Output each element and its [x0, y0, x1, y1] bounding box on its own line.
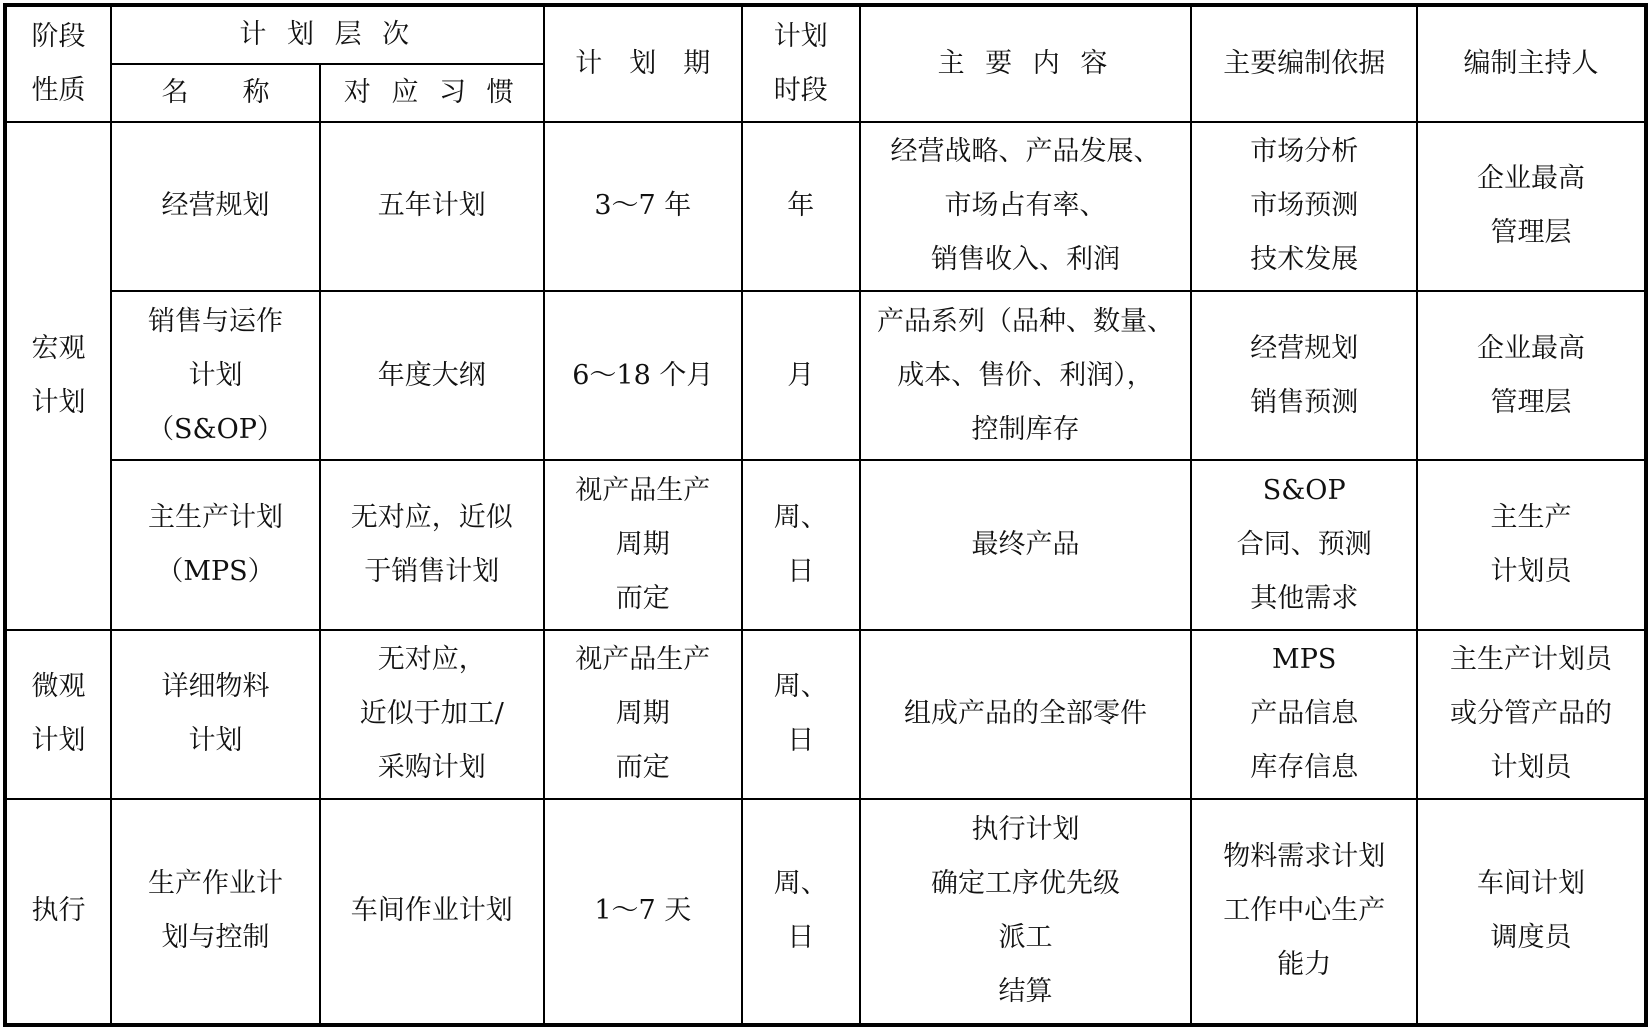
content-line: 结算 — [998, 976, 1053, 1008]
host-line: 主生产 — [1490, 501, 1572, 533]
stage-cell — [5, 799, 111, 1025]
content-line: 组成产品的全部零件 — [903, 698, 1147, 730]
host-line: 管理层 — [1490, 217, 1572, 249]
name-line: （S&OP） — [147, 413, 284, 445]
habit-line: 采购计划 — [377, 752, 486, 784]
period-line: 6～18 个月 — [572, 359, 714, 391]
name-cell — [111, 460, 320, 629]
period-line: 视产品生产 — [575, 644, 711, 676]
stage-cell — [5, 630, 111, 799]
content-line: 销售收入、利润 — [930, 244, 1120, 276]
basis-cell — [1191, 799, 1417, 1025]
period-line: 周期 — [615, 698, 670, 730]
host-line: 主生产计划员 — [1450, 644, 1613, 676]
stage-line: 计划 — [31, 386, 86, 418]
habit-cell — [320, 122, 544, 291]
table-row — [5, 291, 1646, 460]
stage-line: 执行 — [31, 895, 86, 927]
unit-cell — [742, 291, 860, 460]
basis-line: 库存信息 — [1250, 752, 1359, 784]
header-name: 名 称 — [111, 64, 320, 122]
habit-line: 无对应， — [377, 644, 486, 676]
basis-line: 能力 — [1277, 949, 1332, 981]
stage-line: 计划 — [31, 725, 86, 757]
period-cell — [544, 460, 742, 629]
host-line: 车间计划 — [1477, 868, 1586, 900]
table-row — [5, 460, 1646, 629]
period-cell — [544, 122, 742, 291]
habit-line: 车间作业计划 — [350, 895, 513, 927]
period-cell — [544, 291, 742, 460]
stage-line: 微观 — [31, 671, 86, 703]
basis-line: 技术发展 — [1250, 244, 1359, 276]
header-stage-line-2: 性质 — [31, 74, 86, 106]
unit-cell — [742, 799, 860, 1025]
host-line: 企业最高 — [1477, 332, 1586, 364]
habit-cell — [320, 460, 544, 629]
content-cell — [860, 799, 1192, 1025]
basis-line: 经营规划 — [1250, 332, 1359, 364]
host-cell — [1417, 630, 1646, 799]
host-cell — [1417, 799, 1646, 1025]
unit-line: 周、 — [773, 868, 828, 900]
content-cell — [860, 291, 1192, 460]
habit-line: 于销售计划 — [364, 555, 500, 587]
basis-cell — [1191, 630, 1417, 799]
unit-line: 月 — [787, 359, 815, 391]
basis-cell — [1191, 122, 1417, 291]
period-cell — [544, 799, 742, 1025]
period-line: 而定 — [615, 752, 670, 784]
header-plan-period: 计 划 期 — [544, 5, 742, 122]
period-line: 周期 — [615, 528, 670, 560]
host-line: 计划员 — [1490, 752, 1572, 784]
header-time-unit-line-2: 时段 — [773, 74, 828, 106]
content-cell — [860, 630, 1192, 799]
basis-line: 市场预测 — [1250, 190, 1359, 222]
unit-line: 周、 — [773, 671, 828, 703]
unit-cell — [742, 460, 860, 629]
name-line: 划与控制 — [161, 922, 270, 954]
unit-line: 年 — [787, 190, 815, 222]
content-cell — [860, 122, 1192, 291]
content-line: 经营战略、产品发展、 — [890, 136, 1161, 168]
basis-line: MPS — [1272, 644, 1337, 676]
name-line: 主生产计划 — [147, 501, 283, 533]
host-cell — [1417, 460, 1646, 629]
period-line: 1～7 天 — [594, 895, 692, 927]
table-row — [5, 122, 1646, 291]
content-line: 派工 — [998, 922, 1053, 954]
unit-line: 日 — [787, 725, 815, 757]
unit-cell — [742, 122, 860, 291]
content-cell — [860, 460, 1192, 629]
period-line: 3～7 年 — [594, 190, 692, 222]
table-row — [5, 630, 1646, 799]
basis-line: 工作中心生产 — [1223, 895, 1386, 927]
habit-cell — [320, 799, 544, 1025]
basis-cell — [1191, 291, 1417, 460]
name-line: 经营规划 — [161, 190, 270, 222]
host-line: 或分管产品的 — [1450, 698, 1613, 730]
habit-cell — [320, 291, 544, 460]
header-host: 编制主持人 — [1417, 5, 1646, 122]
basis-line: 其他需求 — [1250, 582, 1359, 614]
name-cell — [111, 799, 320, 1025]
content-line: 确定工序优先级 — [930, 868, 1120, 900]
basis-line: 市场分析 — [1250, 136, 1359, 168]
unit-line: 日 — [787, 922, 815, 954]
name-cell — [111, 291, 320, 460]
habit-cell — [320, 630, 544, 799]
stage-line: 宏观 — [31, 332, 86, 364]
habit-line: 近似于加工/ — [359, 698, 504, 730]
table-row — [5, 799, 1646, 1025]
content-line: 执行计划 — [971, 814, 1080, 846]
basis-line: 产品信息 — [1250, 698, 1359, 730]
header-main-content: 主 要 内 容 — [860, 5, 1192, 122]
name-line: 详细物料 — [161, 671, 270, 703]
header-time-unit — [742, 5, 860, 122]
basis-line: S&OP — [1262, 474, 1346, 506]
name-cell — [111, 122, 320, 291]
header-time-unit-line-1: 计划 — [773, 20, 828, 52]
habit-line: 五年计划 — [377, 190, 486, 222]
content-line: 产品系列（品种、数量、 — [876, 305, 1174, 337]
period-line: 而定 — [615, 582, 670, 614]
period-line: 视产品生产 — [575, 474, 711, 506]
content-line: 市场占有率、 — [944, 190, 1107, 222]
header-stage-nature — [5, 5, 111, 122]
host-line: 企业最高 — [1477, 163, 1586, 195]
header-plan-level: 计 划 层 次 — [111, 5, 544, 64]
unit-line: 周、 — [773, 501, 828, 533]
basis-line: 销售预测 — [1250, 386, 1359, 418]
planning-hierarchy-table — [3, 3, 1648, 1027]
unit-line: 日 — [787, 555, 815, 587]
stage-cell — [5, 122, 111, 630]
basis-line: 合同、预测 — [1236, 528, 1372, 560]
name-line: 生产作业计 — [147, 868, 283, 900]
host-cell — [1417, 291, 1646, 460]
name-line: （MPS） — [156, 555, 275, 587]
host-line: 计划员 — [1490, 555, 1572, 587]
host-cell — [1417, 122, 1646, 291]
host-line: 调度员 — [1490, 922, 1572, 954]
name-line: 销售与运作 — [147, 305, 283, 337]
basis-cell — [1191, 460, 1417, 629]
basis-line: 物料需求计划 — [1223, 841, 1386, 873]
content-line: 成本、售价、利润）， — [897, 359, 1154, 391]
name-line: 计划 — [188, 359, 243, 391]
header-row-1 — [5, 5, 1646, 64]
name-line: 计划 — [188, 725, 243, 757]
name-cell — [111, 630, 320, 799]
header-stage-line-1: 阶段 — [31, 20, 86, 52]
period-cell — [544, 630, 742, 799]
content-line: 最终产品 — [971, 528, 1080, 560]
header-basis: 主要编制依据 — [1191, 5, 1417, 122]
content-line: 控制库存 — [971, 413, 1080, 445]
header-habit: 对 应 习 惯 — [320, 64, 544, 122]
host-line: 管理层 — [1490, 386, 1572, 418]
habit-line: 年度大纲 — [377, 359, 486, 391]
unit-cell — [742, 630, 860, 799]
habit-line: 无对应，近似 — [350, 501, 513, 533]
